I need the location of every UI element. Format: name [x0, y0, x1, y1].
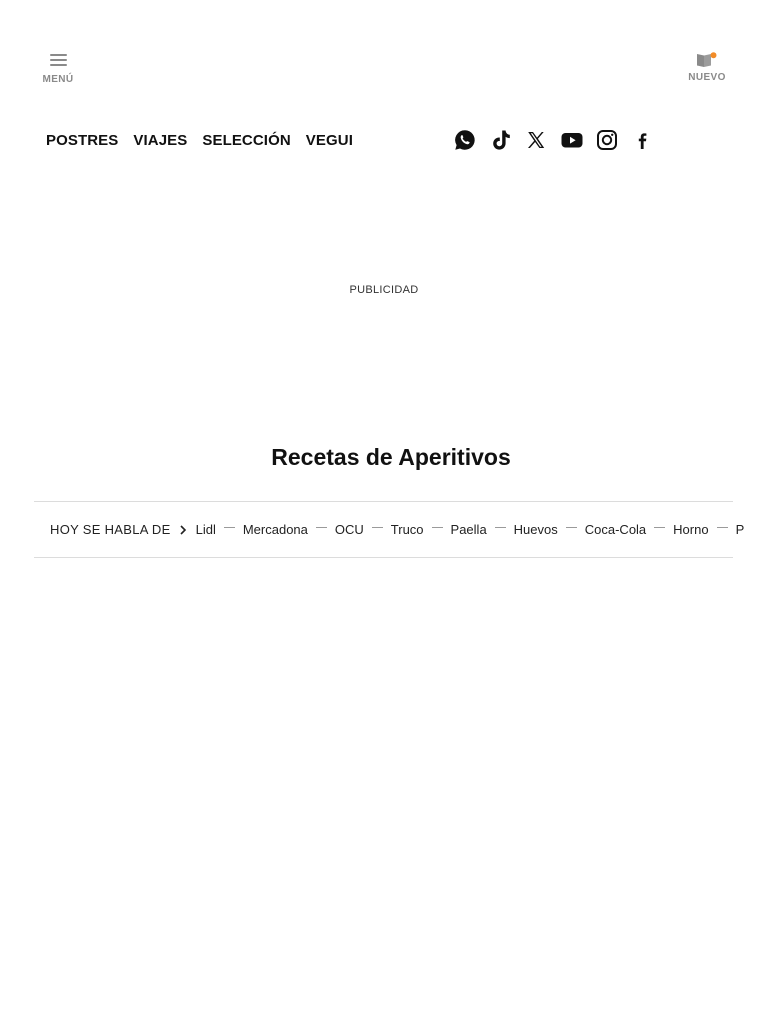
topic-separator	[717, 527, 728, 528]
topic-separator	[432, 527, 443, 528]
trending-topic-ocu[interactable]: OCU	[334, 522, 364, 537]
menu-label: MENÚ	[42, 74, 74, 85]
trending-topic-truco[interactable]: Truco	[390, 522, 424, 537]
trending-topic-mercadona[interactable]: Mercadona	[242, 522, 308, 537]
trending-topic-huevos[interactable]: Huevos	[513, 522, 558, 537]
whatsapp-icon[interactable]	[453, 128, 477, 152]
page-title: Recetas de Aperitivos	[271, 444, 511, 470]
category-link-postres[interactable]: POSTRES	[46, 131, 119, 149]
topic-separator	[495, 527, 506, 528]
topic-separator	[654, 527, 665, 528]
facebook-icon[interactable]	[631, 128, 655, 152]
ad-label: PUBLICIDAD	[349, 284, 419, 296]
nuevo-button[interactable]	[680, 52, 734, 92]
top-bar	[0, 0, 768, 110]
trending-topics-row	[50, 502, 744, 557]
trending-heading: HOY SE HABLA DE	[50, 522, 171, 537]
topic-separator	[224, 527, 235, 528]
x-icon[interactable]	[524, 128, 548, 152]
category-link-viajes[interactable]: VIAJES	[133, 131, 188, 149]
category-link-vegui[interactable]: VEGUI	[305, 131, 353, 149]
tiktok-icon[interactable]	[489, 128, 513, 152]
category-link-seleccion[interactable]: SELECCIÓN	[202, 131, 291, 149]
topic-separator	[372, 527, 383, 528]
menu-button[interactable]	[36, 52, 80, 92]
topic-separator	[316, 527, 327, 528]
hamburger-icon	[50, 54, 67, 66]
nuevo-label: NUEVO	[688, 72, 726, 83]
trending-topic-paella[interactable]: Paella	[450, 522, 487, 537]
trending-topic-truncated[interactable]: P	[735, 522, 745, 537]
instagram-icon[interactable]	[595, 128, 619, 152]
chevron-right-icon	[179, 525, 187, 535]
category-nav	[46, 128, 353, 152]
trending-topic-coca-cola[interactable]: Coca-Cola	[584, 522, 647, 537]
magazine-icon	[696, 52, 718, 68]
topic-separator	[566, 527, 577, 528]
trending-topic-lidl[interactable]: Lidl	[195, 522, 216, 537]
youtube-icon[interactable]	[560, 128, 584, 152]
social-links	[453, 127, 666, 153]
trending-topic-horno[interactable]: Horno	[673, 522, 709, 537]
trending-topics-bar	[34, 501, 745, 558]
